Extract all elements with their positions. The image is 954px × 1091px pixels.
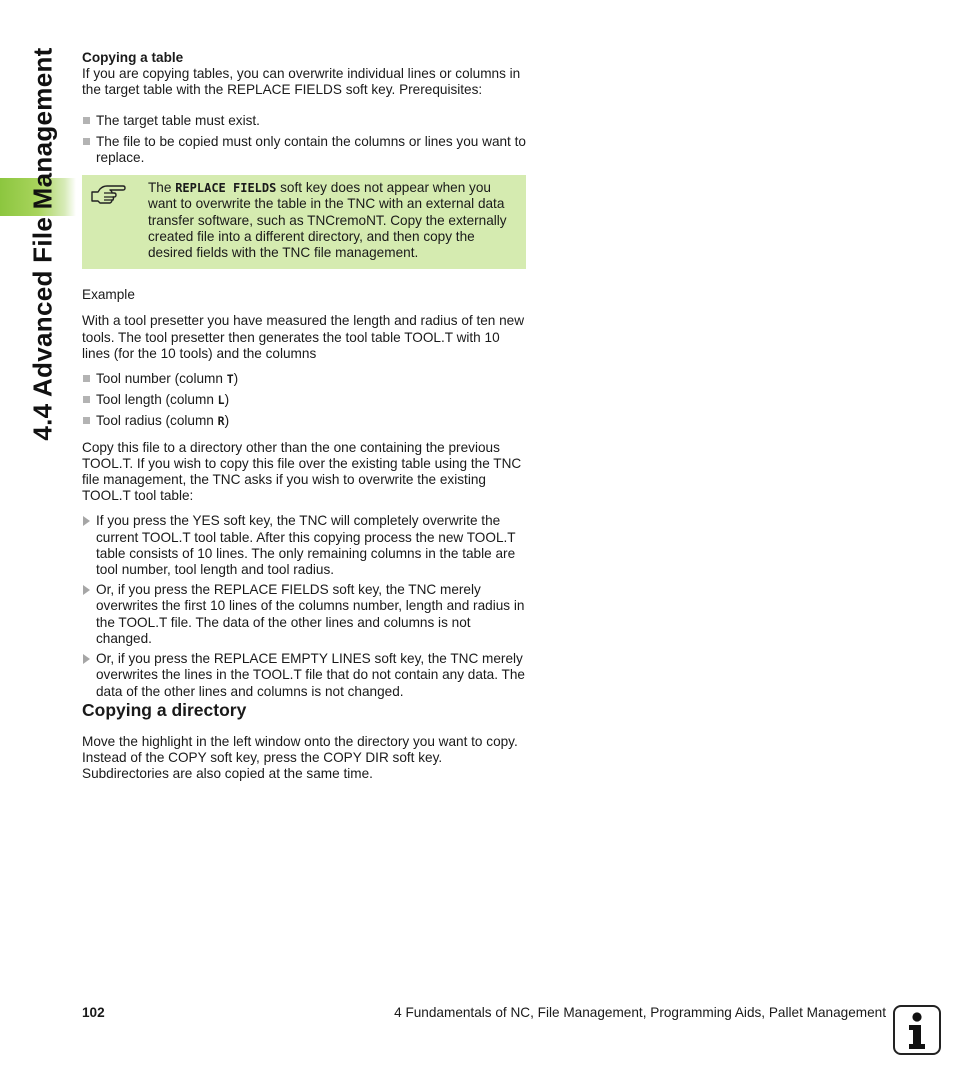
list-item: Tool radius (column R) <box>82 413 526 429</box>
step-text: Or, if you press the REPLACE EMPTY LINES soft key, the TNC merely overwrites the lines in the TOOL.T file that do not contain any data. The data of the other lines and columns is not changed. <box>96 651 525 699</box>
list-item: Tool length (column L) <box>82 392 526 408</box>
bullet-square-icon <box>83 375 90 382</box>
list-item <box>82 582 526 647</box>
footer-chapter-title: 4 Fundamentals of NC, File Management, Programming Aids, Pallet Management <box>394 1005 886 1020</box>
info-icon <box>893 1005 941 1055</box>
list-item <box>82 651 526 700</box>
note-text: The REPLACE FIELDS soft key does not appear when you want to overwrite the table in the TNC with an external data transfer software, such as TNCremoNT. Copy the externally created file into a different directory, and then copy the desired fields with the TNC file management. <box>148 180 507 261</box>
pointing-hand-icon <box>90 180 148 261</box>
example-label: Example <box>82 287 135 303</box>
column-key: R <box>217 414 225 429</box>
copy-directory-heading: Copying a directory <box>82 699 247 720</box>
column-key: T <box>226 372 234 387</box>
copy-instruction-text: Copy this file to a directory other than the one containing the previous TOOL.T. If you wish to copy this file over the existing table using the TNC file management, the TNC asks if you wish to overwrite the existing TOOL.T tool table: <box>82 439 522 504</box>
list-item <box>82 513 526 578</box>
copy-table-intro: If you are copying tables, you can overwrite individual lines or columns in the target table with the REPLACE FIELDS soft key. Prerequisites: <box>82 66 521 98</box>
bullet-square-icon <box>83 417 90 424</box>
prereq-text: The file to be copied must only contain the columns or lines you want to replace. <box>96 133 526 166</box>
step-arrow-icon <box>83 654 90 664</box>
bullet-square-icon <box>83 396 90 403</box>
copy-directory-text: Move the highlight in the left window onto the directory you want to copy. Instead of the COPY soft key, press the COPY DIR soft key. Subdirectories are also copied at the same time. <box>82 733 518 782</box>
list-item <box>82 134 526 166</box>
prereq-text: The target table must exist. <box>96 112 260 128</box>
step-text: If you press the YES soft key, the TNC will completely overwrite the current TOOL.T tool table. After this copying process the new TOOL.T table consists of 10 lines. The only remaining columns in the table are tool number, tool length and tool radius. <box>96 513 516 578</box>
softkey-name: REPLACE FIELDS <box>175 181 277 196</box>
list-item: Tool number (column T) <box>82 371 526 387</box>
chapter-side-title: 4.4 Advanced File Management <box>27 47 58 441</box>
main-content <box>82 50 526 782</box>
example-text: With a tool presetter you have measured the length and radius of ten new tools. The tool presetter then generates the tool table TOOL.T with 10 lines (for the 10 tools) and the columns <box>82 313 525 361</box>
note-box <box>82 175 526 269</box>
list-item <box>82 113 526 129</box>
copy-table-heading: Copying a table <box>82 50 184 65</box>
bullet-square-icon <box>83 138 90 145</box>
bullet-square-icon <box>83 117 90 124</box>
step-arrow-icon <box>83 516 90 526</box>
page-number: 102 <box>82 1005 105 1020</box>
step-text: Or, if you press the REPLACE FIELDS soft key, the TNC merely overwrites the first 10 lines of the columns number, length and radius in the TOOL.T file. The data of the other lines and columns is not changed. <box>96 582 525 646</box>
step-arrow-icon <box>83 585 90 595</box>
column-key: L <box>217 393 225 408</box>
